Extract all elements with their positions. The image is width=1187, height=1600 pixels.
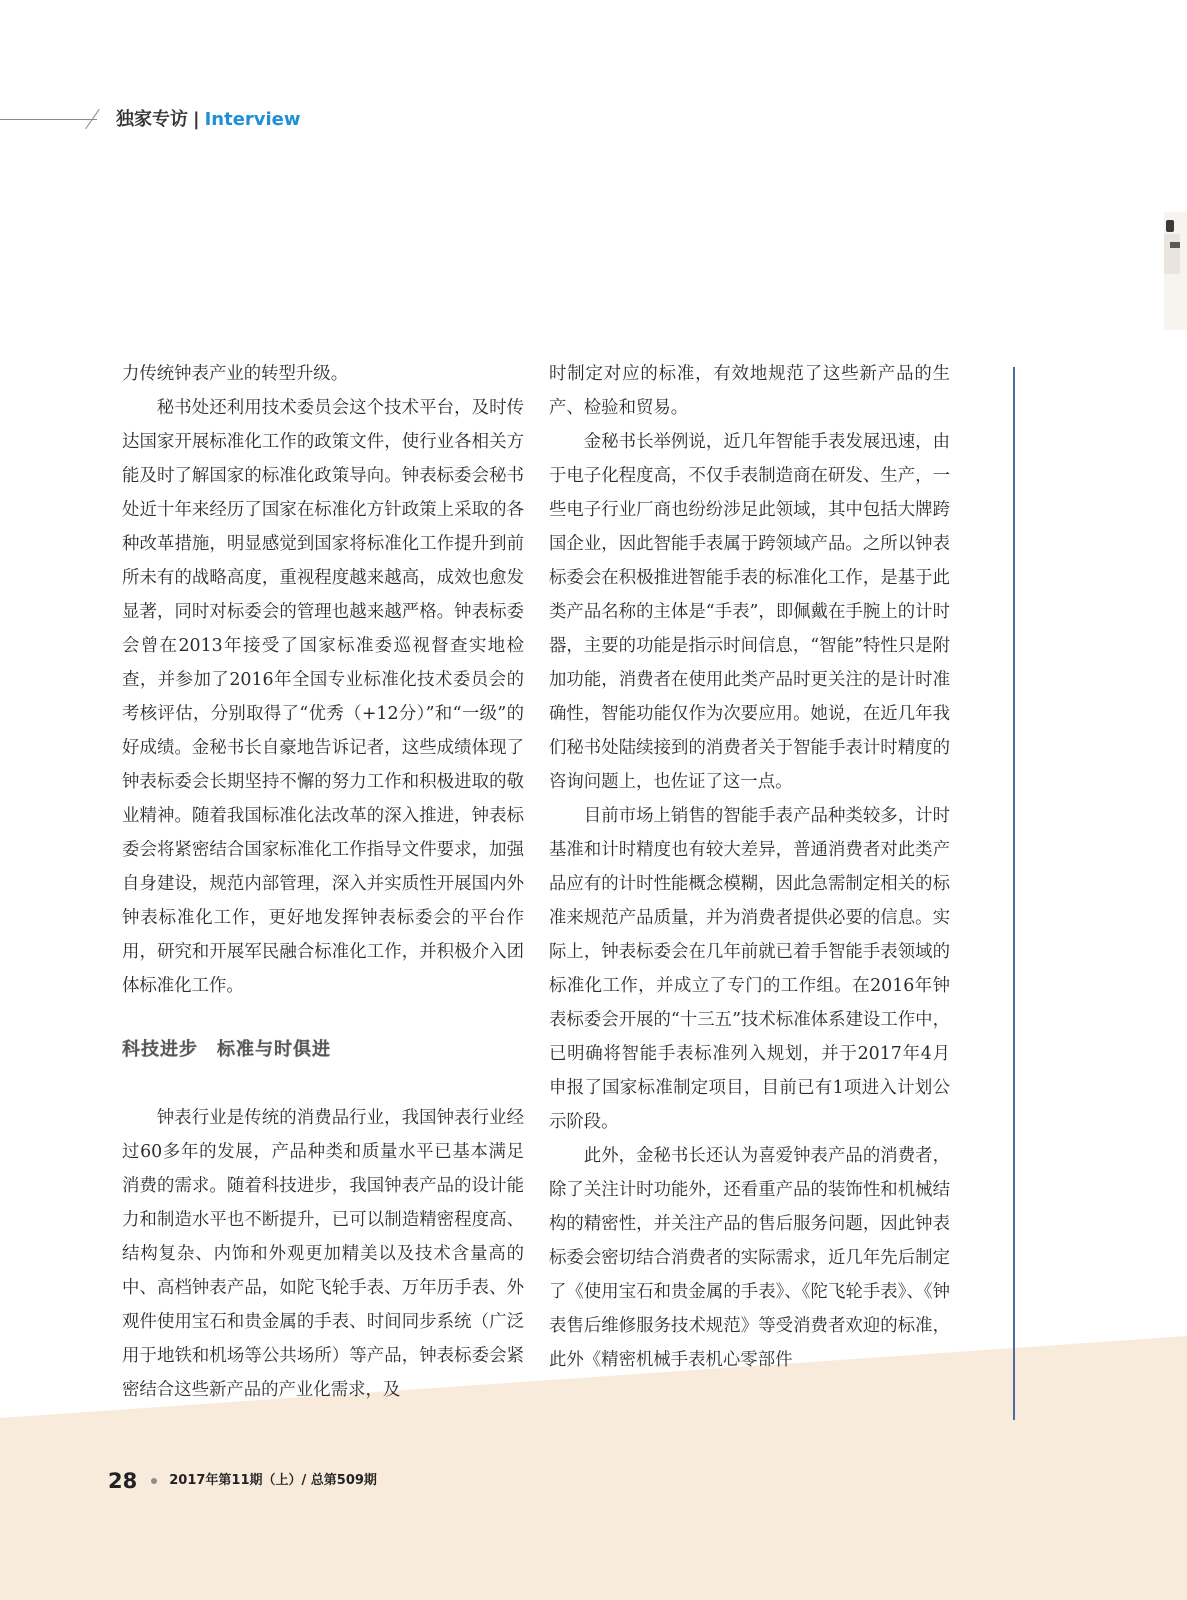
page-footer	[108, 1464, 377, 1498]
paragraph: 目前市场上销售的智能手表产品种类较多，计时基准和计时精度也有较大差异，普通消费者对此类产品应有的计时性能概念模糊，因此急需制定相关的标准来规范产品质量，并为消费者提供必要的信息。实际上，钟表标委会在几年前就已着手智能手表领域的标准化工作，并成立了专门的工作组。在2016年钟表标委会开展的“十三五”技术标准体系建设工作中，已明确将智能手表标准列入规划，并于2017年4月申报了国家标准制定项目，目前已有1项进入计划公示阶段。	[549, 806, 950, 1132]
section-separator: |	[193, 109, 200, 130]
paragraph: 此外，金秘书长还认为喜爱钟表产品的消费者，除了关注计时功能外，还看重产品的装饰性和机械结构的精密性，并关注产品的售后服务问题，因此钟表标委会密切结合消费者的实际需求，近几年先后制定了《使用宝石和贵金属的手表》、《陀飞轮手表》、《钟表售后维修服务技术规范》等受消费者欢迎的标准，此外《精密机械手表机心零部件	[549, 1146, 950, 1370]
section-header	[116, 106, 301, 134]
paragraph: 钟表行业是传统的消费品行业，我国钟表行业经过60多年的发展，产品种类和质量水平已基本满足消费的需求。随着科技进步，我国钟表产品的设计能力和制造水平也不断提升，已可以制造精密程度高、结构复杂、内饰和外观更加精美以及技术含量高的中、高档钟表产品，如陀飞轮手表、万年历手表、外观件使用宝石和贵金属的手表、时间同步系统（广泛用于地铁和机场等公共场所）等产品，钟表标委会紧密结合这些新产品的产业化需求，及	[122, 1108, 524, 1400]
header-rule	[0, 119, 97, 120]
column-divider-rule	[1013, 367, 1015, 1420]
issue-info: 2017年第11期（上）/ 总第509期	[169, 1473, 377, 1488]
section-label-en: Interview	[204, 109, 301, 130]
paragraph: 秘书处还利用技术委员会这个技术平台，及时传达国家开展标准化工作的政策文件，使行业各相关方能及时了解国家的标准化政策导向。钟表标委会秘书处近十年来经历了国家在标准化方针政策上采取的各种改革措施，明显感觉到国家将标准化工作提升到前所未有的战略高度，重视程度越来越高，成效也愈发显著，同时对标委会的管理也越来越严格。钟表标委会曾在2013年接受了国家标准委巡视督查实地检查，并参加了2016年全国专业标准化技术委员会的考核评估，分别取得了“优秀（+12分）”和“一级”的好成绩。金秘书长自豪地告诉记者，这些成绩体现了钟表标委会长期坚持不懈的努力工作和积极进取的敬业精神。随着我国标准化法改革的深入推进，钟表标委会将紧密结合国家标准化工作指导文件要求，加强自身建设，规范内部管理，深入并实质性开展国内外钟表标准化工作，更好地发挥钟表标委会的平台作用，研究和开展军民融合标准化工作，并积极介入团体标准化工作。	[122, 398, 524, 996]
cropped-photo-edge	[1164, 212, 1187, 330]
page-number: 28	[108, 1469, 138, 1493]
paragraph: 力传统钟表产业的转型升级。	[122, 364, 349, 384]
left-column	[122, 357, 524, 1407]
section-heading: 科技进步 标准与时俱进	[122, 1039, 331, 1060]
right-column	[549, 357, 950, 1377]
paragraph: 金秘书长举例说，近几年智能手表发展迅速，由于电子化程度高，不仅手表制造商在研发、生产，一些电子行业厂商也纷纷涉足此领域，其中包括大牌跨国企业，因此智能手表属于跨领域产品。之所以钟表标委会在积极推进智能手表的标准化工作，是基于此类产品名称的主体是“手表”，即佩戴在手腕上的计时器，主要的功能是指示时间信息，“智能”特性只是附加功能，消费者在使用此类产品时更关注的是计时准确性，智能功能仅作为次要应用。她说，在近几年我们秘书处陆续接到的消费者关于智能手表计时精度的咨询问题上，也佐证了这一点。	[549, 432, 950, 792]
section-label-cn: 独家专访	[116, 109, 188, 130]
bullet-icon	[151, 1478, 157, 1484]
paragraph: 时制定对应的标准，有效地规范了这些新产品的生产、检验和贸易。	[549, 364, 950, 418]
